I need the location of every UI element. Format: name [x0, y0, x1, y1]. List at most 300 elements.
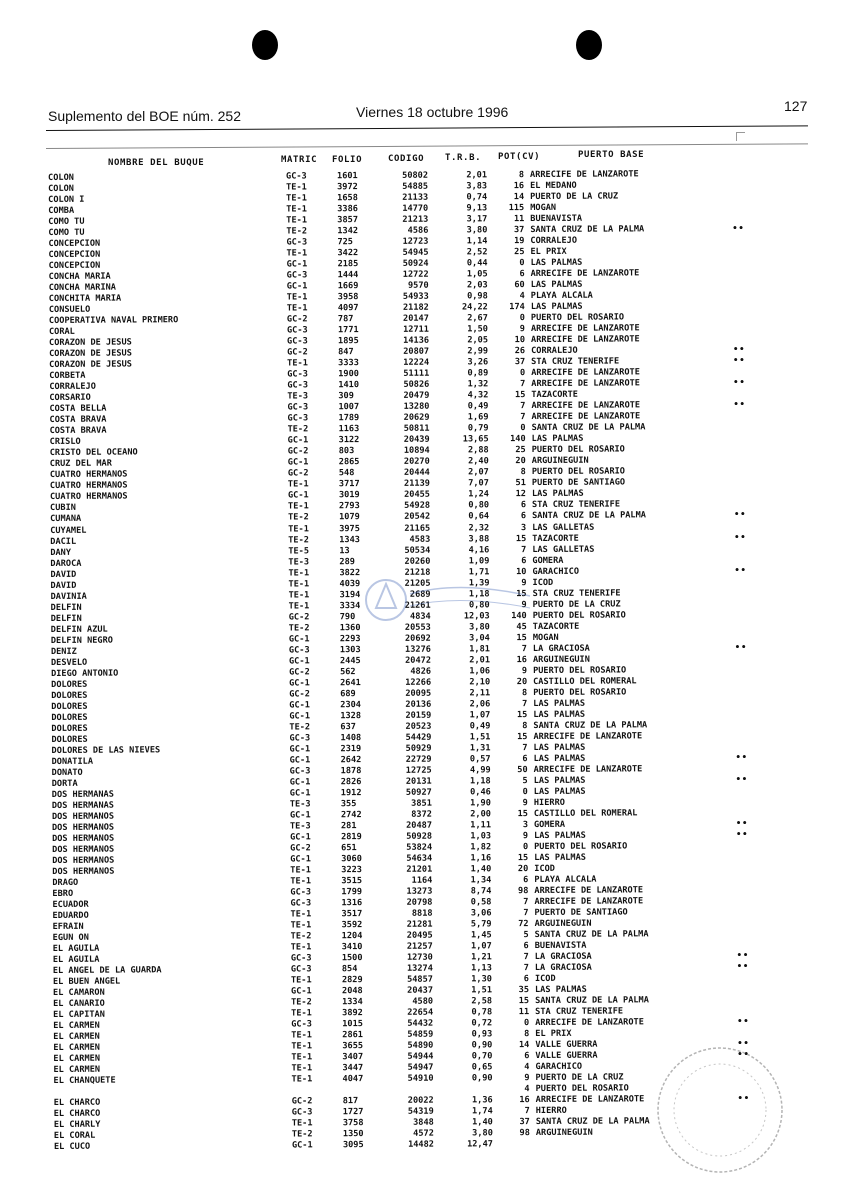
- codigo-cell: 8372: [411, 809, 432, 820]
- puerto-base-cell: ARGUINEGUIN: [535, 1128, 593, 1139]
- folio-cell: 3095: [342, 1140, 364, 1151]
- codigo-cell: 20147: [402, 313, 429, 325]
- codigo-cell: 9570: [407, 280, 429, 291]
- folio-cell: 787: [337, 314, 354, 325]
- trb-cell: 0,58: [470, 897, 492, 908]
- folio-cell: 1912: [340, 787, 362, 799]
- puerto-base-cell: LAS PALMAS: [530, 301, 583, 313]
- matric-cell: TE-1: [291, 1052, 313, 1063]
- mark-cell: ••: [736, 961, 750, 972]
- matric-cell: TE-1: [286, 182, 307, 193]
- mark-cell: ••: [735, 774, 749, 785]
- codigo-cell: 50927: [405, 787, 432, 798]
- trb-cell: 1,74: [472, 1106, 493, 1117]
- matric-cell: TE-1: [291, 1030, 313, 1041]
- pot-cell: 7: [520, 401, 526, 412]
- codigo-cell: 14482: [408, 1140, 434, 1151]
- matric-cell: TE-2: [291, 1129, 313, 1140]
- puerto-base-cell: VALLE GUERRA: [535, 1050, 598, 1062]
- puerto-base-cell: EL PRIX: [535, 1029, 572, 1040]
- puerto-base-cell: STA CRUZ TENERIFE: [532, 499, 621, 511]
- mark-cell: ••: [733, 378, 746, 389]
- codigo-cell: 20553: [404, 622, 431, 633]
- puerto-base-cell: ARRECIFE DE LANZAROTE: [531, 378, 640, 390]
- matric-cell: TE-3: [288, 556, 310, 568]
- puerto-base-cell: ICOD: [534, 863, 555, 875]
- puerto-base-cell: EL PRIX: [530, 246, 567, 258]
- vessel-name: DOS HERMANOS: [52, 833, 115, 844]
- vessel-name: CONCEPCION: [48, 238, 101, 250]
- codigo-cell: 54947: [407, 1062, 434, 1074]
- matric-cell: GC-1: [289, 810, 311, 821]
- matric-cell: TE-2: [288, 512, 309, 524]
- official-stamp: [650, 1040, 790, 1180]
- folio-cell: 2641: [340, 677, 361, 688]
- vessel-name: CRISLO: [49, 437, 81, 448]
- pot-cell: 25: [515, 445, 526, 456]
- codigo-cell: 20439: [403, 435, 430, 446]
- codigo-cell: 4826: [410, 666, 432, 677]
- trb-cell: 2,67: [467, 313, 488, 324]
- vessel-name: DELFIN: [50, 613, 82, 624]
- trb-cell: 9,13: [466, 203, 488, 214]
- vessel-name: EBRO: [52, 888, 74, 899]
- puerto-base-cell: SANTA CRUZ DE LA PALMA: [535, 1116, 650, 1128]
- pot-cell: 115: [508, 203, 525, 214]
- trb-cell: 1,71: [468, 566, 490, 577]
- mark-cell: ••: [734, 565, 747, 576]
- pot-cell: 7: [522, 742, 528, 753]
- pot-cell: 37: [513, 225, 525, 236]
- trb-cell: 1,05: [466, 269, 488, 280]
- puerto-base-cell: TAZACORTE: [532, 621, 580, 632]
- codigo-cell: 1164: [411, 875, 433, 886]
- vessel-name: DOLORES: [51, 679, 88, 690]
- pot-cell: 6: [521, 555, 527, 566]
- trb-cell: 4,16: [468, 544, 490, 555]
- vessel-name: COLON I: [48, 194, 85, 206]
- trb-cell: 3,06: [470, 908, 492, 919]
- trb-cell: 0,57: [469, 754, 491, 765]
- puerto-base-cell: ARRECIFE DE LANZAROTE: [530, 323, 640, 335]
- trb-cell: 2,99: [467, 346, 489, 357]
- matric-cell: TE-1: [290, 865, 311, 876]
- vessel-name: CORAZON DE JESUS: [49, 337, 132, 349]
- vessel-name: EL CHANQUETE: [53, 1075, 116, 1087]
- codigo-cell: 54945: [402, 247, 429, 258]
- vessel-name: CRUZ DEL MAR: [49, 459, 112, 470]
- matric-cell: GC-1: [287, 457, 309, 468]
- puerto-base-cell: ARGUINEGUIN: [534, 918, 592, 930]
- folio-cell: 2319: [340, 743, 362, 755]
- trb-cell: 3,26: [467, 357, 489, 368]
- matric-cell: GC-1: [289, 755, 311, 766]
- codigo-cell: 53824: [406, 842, 433, 853]
- trb-cell: 8,74: [470, 886, 492, 897]
- puerto-base-cell: PUERTO DEL ROSARIO: [531, 466, 626, 478]
- trb-cell: 1,06: [469, 666, 491, 677]
- matric-cell: GC-2: [287, 446, 309, 457]
- vessel-name: EL AGUILA: [52, 943, 100, 955]
- trb-cell: 7,07: [468, 478, 489, 489]
- matric-cell: TE-1: [286, 193, 307, 204]
- folio-cell: 1079: [339, 512, 360, 523]
- pot-cell: 5: [522, 775, 528, 786]
- matric-cell: TE-1: [290, 975, 312, 986]
- codigo-cell: 21218: [404, 567, 431, 578]
- matric-cell: TE-1: [288, 601, 310, 612]
- trb-cell: 0,90: [471, 1073, 493, 1084]
- pot-cell: 0: [519, 313, 525, 324]
- codigo-cell: 54859: [407, 1029, 434, 1041]
- folio-cell: 1408: [340, 732, 362, 744]
- codigo-cell: 21281: [406, 919, 433, 930]
- codigo-cell: 10894: [403, 446, 430, 457]
- vessel-name: CONCHA MARIA: [48, 271, 111, 283]
- codigo-cell: 20495: [406, 930, 433, 941]
- vessel-name: DANY: [50, 547, 72, 558]
- codigo-cell: 51111: [403, 368, 430, 380]
- folio-cell: 1360: [339, 622, 361, 633]
- trb-cell: 0,65: [471, 1062, 493, 1073]
- trb-cell: 0,89: [467, 368, 489, 379]
- matric-cell: GC-2: [289, 667, 310, 678]
- puerto-base-cell: SANTA CRUZ DE LA PALMA: [533, 720, 648, 731]
- puerto-base-cell: EL MEDANO: [530, 180, 577, 192]
- matric-cell: TE-1: [286, 248, 308, 259]
- codigo-cell: 54429: [405, 732, 432, 743]
- pot-cell: 50: [517, 764, 528, 775]
- puerto-base-cell: VALLE GUERRA: [535, 1039, 598, 1051]
- puerto-base-cell: GOMERA: [532, 555, 564, 566]
- folio-cell: 4039: [339, 578, 361, 589]
- vessel-name: DOS HERMANAS: [51, 800, 114, 811]
- matric-cell: GC-1: [289, 777, 311, 788]
- codigo-cell: 13273: [406, 886, 433, 897]
- puerto-base-cell: GARACHICO: [532, 566, 580, 577]
- codigo-cell: 20487: [406, 820, 433, 831]
- folio-cell: 2861: [342, 1030, 364, 1041]
- matric-cell: GC-1: [286, 259, 308, 270]
- matric-cell: GC-1: [290, 986, 312, 997]
- puerto-base-cell: PUERTO DE SANTIAGO: [534, 907, 628, 919]
- pot-cell: 16: [516, 654, 528, 665]
- trb-cell: 4,32: [467, 390, 489, 401]
- pot-cell: 35: [518, 985, 530, 996]
- pot-cell: 0: [523, 1018, 530, 1029]
- puerto-base-cell: HIERRO: [533, 797, 565, 808]
- trb-cell: 1,39: [468, 577, 490, 589]
- codigo-cell: 4580: [412, 996, 434, 1007]
- folio-cell: 3958: [337, 292, 359, 303]
- puerto-base-cell: LA GRACIOSA: [534, 951, 592, 963]
- folio-cell: 1328: [340, 710, 362, 721]
- trb-cell: 2,03: [466, 280, 488, 291]
- pot-cell: 9: [524, 1073, 530, 1084]
- trb-cell: 1,51: [471, 985, 493, 996]
- folio-cell: 3407: [342, 1052, 364, 1063]
- pot-cell: 8: [518, 170, 525, 181]
- matric-cell: GC-3: [291, 1019, 312, 1030]
- vessel-name: EL CAPITAN: [53, 1009, 105, 1021]
- trb-cell: 1,30: [471, 974, 492, 985]
- vessel-name: EL CAMARON: [52, 987, 105, 999]
- pot-cell: 15: [514, 390, 526, 401]
- matric-cell: TE-1: [290, 909, 312, 920]
- vessel-name: DELFIN AZUL: [50, 624, 108, 635]
- matric-cell: GC-1: [288, 634, 310, 645]
- mark-cell: ••: [735, 752, 748, 763]
- vessel-name: DELFIN NEGRO: [50, 635, 113, 646]
- vessel-name: CONSUELO: [48, 304, 91, 316]
- vessel-name: DOS HERMANOS: [51, 811, 115, 822]
- trb-cell: 13,65: [462, 434, 489, 445]
- matric-cell: GC-2: [289, 689, 310, 700]
- trb-cell: 12,47: [467, 1139, 493, 1150]
- codigo-cell: 14770: [402, 203, 429, 214]
- puerto-base-cell: SANTA CRUZ DE LA PALMA: [534, 929, 649, 941]
- codigo-cell: 13280: [403, 401, 430, 413]
- pot-cell: 7: [521, 643, 527, 654]
- folio-cell: 3194: [339, 589, 361, 600]
- pot-cell: 9: [521, 665, 528, 676]
- vessel-name: CONCEPCION: [48, 260, 101, 272]
- matric-cell: GC-3: [290, 887, 312, 898]
- vessel-name: CONCHITA MARIA: [48, 293, 122, 305]
- matric-cell: GC-3: [287, 380, 309, 391]
- puerto-base-cell: LAS PALMAS: [533, 698, 586, 709]
- trb-cell: 2,11: [469, 688, 491, 699]
- trb-cell: 1,16: [470, 853, 492, 864]
- matric-cell: GC-3: [288, 645, 310, 656]
- folio-cell: 803: [338, 446, 355, 457]
- trb-cell: 0,46: [470, 787, 491, 798]
- trb-cell: 1,21: [471, 952, 492, 963]
- trb-cell: 1,13: [471, 963, 492, 974]
- codigo-cell: 13274: [406, 963, 433, 974]
- pot-cell: 5: [523, 930, 529, 941]
- column-header-matric: MATRIC: [281, 155, 318, 165]
- matric-cell: GC-2: [288, 612, 310, 623]
- pot-cell: 16: [513, 181, 525, 192]
- pot-cell: 7: [523, 963, 529, 974]
- matric-cell: GC-3: [285, 171, 307, 182]
- matric-cell: GC-1: [289, 744, 311, 755]
- puerto-base-cell: SANTA CRUZ DE LA PALMA: [535, 995, 649, 1007]
- vessel-name: DOS HERMANOS: [51, 822, 115, 833]
- codigo-cell: 50924: [402, 258, 429, 269]
- matric-cell: GC-1: [291, 1140, 313, 1151]
- pot-cell: 6: [524, 1051, 530, 1062]
- trb-cell: 12,03: [463, 610, 490, 622]
- trb-cell: 2,10: [469, 677, 491, 688]
- pot-cell: 12: [515, 489, 527, 500]
- pot-cell: 9: [522, 831, 529, 842]
- vessel-name: CRISTO DEL OCEANO: [49, 447, 138, 459]
- folio-cell: 1895: [338, 336, 359, 347]
- mark-cell: ••: [737, 1038, 750, 1050]
- vessel-name: EL CHARCO: [53, 1109, 101, 1120]
- folio-cell: 2819: [341, 832, 362, 843]
- codigo-cell: 54857: [407, 974, 433, 985]
- codigo-cell: 4834: [409, 611, 431, 622]
- mark-cell: ••: [737, 1016, 750, 1027]
- codigo-cell: 20136: [405, 699, 432, 710]
- matric-cell: GC-1: [289, 678, 310, 689]
- puerto-base-cell: PUERTO DEL ROSARIO: [531, 444, 625, 456]
- puerto-base-cell: LAS PALMAS: [533, 709, 586, 720]
- trb-cell: 2,01: [466, 170, 488, 181]
- matric-cell: TE-1: [291, 1008, 312, 1019]
- matric-cell: GC-1: [290, 832, 311, 843]
- vessel-name: DAVID: [50, 580, 77, 591]
- codigo-cell: 50826: [403, 379, 430, 391]
- codigo-cell: 21257: [406, 941, 433, 952]
- folio-cell: 289: [339, 556, 355, 567]
- matric-cell: TE-3: [289, 799, 311, 810]
- pot-cell: 9: [521, 599, 527, 610]
- puerto-base-cell: PUERTO DEL ROSARIO: [534, 841, 628, 852]
- trb-cell: 1,40: [472, 1117, 493, 1128]
- trb-cell: 3,04: [469, 632, 490, 644]
- codigo-cell: 20472: [405, 655, 432, 666]
- trb-cell: 1,07: [469, 710, 491, 721]
- pot-cell: 0: [522, 842, 529, 853]
- trb-cell: 3,80: [466, 225, 488, 236]
- matric-cell: TE-2: [291, 997, 312, 1008]
- matric-cell: TE-1: [288, 589, 310, 601]
- folio-cell: 281: [340, 821, 357, 832]
- puerto-base-cell: STA CRUZ TENERIFE: [532, 588, 621, 599]
- mark-cell: ••: [733, 344, 746, 356]
- folio-cell: 2445: [339, 655, 361, 666]
- puerto-base-cell: LAS PALMAS: [531, 434, 584, 445]
- matric-cell: GC-2: [287, 468, 309, 479]
- vessel-name: COOPERATIVA NAVAL PRIMERO: [48, 315, 179, 327]
- trb-cell: 2,32: [468, 522, 490, 533]
- vessel-name: DOLORES: [51, 690, 88, 701]
- folio-cell: 3334: [339, 600, 361, 611]
- trb-cell: 0,90: [471, 1040, 493, 1051]
- codigo-cell: 20260: [404, 556, 431, 567]
- folio-cell: 3422: [337, 248, 359, 259]
- folio-cell: 3517: [341, 909, 363, 920]
- vessel-name: CUMANA: [50, 514, 82, 525]
- vessel-name: EL AGUILA: [52, 954, 100, 966]
- puerto-base-cell: ARRECIFE DE LANZAROTE: [533, 731, 643, 742]
- matric-cell: GC-1: [288, 656, 310, 667]
- vessel-name: CORAZON DE JESUS: [49, 348, 132, 360]
- puerto-base-cell: ARRECIFE DE LANZAROTE: [531, 400, 641, 412]
- trb-cell: 1,11: [470, 820, 492, 831]
- mark-cell: ••: [737, 1049, 750, 1061]
- trb-cell: 1,18: [468, 588, 490, 600]
- vessel-name: EL CHARLY: [53, 1120, 101, 1131]
- vessel-name: CONCEPCION: [48, 249, 101, 261]
- codigo-cell: 12266: [405, 677, 432, 688]
- codigo-cell: 54933: [402, 291, 429, 302]
- column-header-folio: FOLIO: [332, 155, 363, 165]
- mark-cell: ••: [735, 818, 749, 829]
- vessel-name: DOS HERMANAS: [51, 789, 114, 800]
- puerto-base-cell: PLAYA ALCALA: [530, 290, 593, 302]
- codigo-cell: 21213: [402, 214, 429, 225]
- folio-cell: 2793: [339, 501, 360, 512]
- folio-cell: 548: [338, 468, 355, 479]
- codigo-cell: 14136: [403, 335, 430, 347]
- codigo-cell: 12722: [402, 269, 429, 280]
- puerto-base-cell: CORRALEJO: [531, 346, 578, 357]
- puerto-base-cell: ARRECIFE DE LANZAROTE: [529, 169, 639, 181]
- folio-cell: 1500: [341, 953, 363, 964]
- vessel-name: EL CORAL: [53, 1131, 96, 1142]
- trb-cell: 3,17: [466, 214, 488, 225]
- vessel-name: DENIZ: [50, 646, 77, 657]
- matric-cell: TE-1: [288, 578, 310, 590]
- pot-cell: 19: [514, 236, 525, 247]
- puerto-base-cell: PUERTO DE LA CRUZ: [535, 1072, 624, 1084]
- folio-cell: 3717: [338, 479, 360, 490]
- puerto-base-cell: LA GRACIOSA: [534, 962, 592, 974]
- vessel-name: CUYAMEL: [50, 525, 87, 536]
- codigo-cell: 4583: [409, 534, 431, 545]
- codigo-cell: 20095: [405, 688, 432, 699]
- folio-cell: 3655: [342, 1041, 364, 1052]
- puerto-base-cell: ARRECIFE DE LANZAROTE: [534, 896, 644, 908]
- vessel-name: COMO TU: [48, 227, 85, 239]
- trb-cell: 1,36: [471, 1095, 493, 1106]
- matric-cell: GC-2: [287, 347, 308, 358]
- vessel-name: DAVID: [50, 569, 77, 580]
- trb-cell: 1,45: [470, 930, 492, 941]
- matric-cell: GC-3: [287, 369, 308, 380]
- matric-cell: TE-1: [286, 292, 308, 303]
- matric-cell: GC-1: [287, 435, 309, 446]
- pot-cell: 4: [519, 291, 525, 302]
- matric-cell: TE-1: [288, 523, 309, 535]
- trb-cell: 2,05: [467, 335, 489, 346]
- folio-cell: 3333: [338, 358, 359, 369]
- folio-cell: 3386: [337, 204, 358, 215]
- pot-cell: 7: [522, 698, 528, 709]
- folio-cell: 1334: [342, 997, 363, 1008]
- pot-cell: 72: [518, 919, 529, 930]
- pot-cell: 14: [518, 1040, 530, 1051]
- trb-cell: 0,49: [469, 721, 491, 732]
- pot-cell: 6: [519, 269, 525, 280]
- matric-cell: GC-3: [291, 1107, 313, 1118]
- matric-cell: TE-3: [289, 821, 311, 832]
- mark-cell: ••: [734, 510, 747, 521]
- folio-cell: 1015: [342, 1019, 363, 1030]
- vessel-name: CORBETA: [49, 371, 86, 382]
- puerto-base-cell: PLAYA ALCALA: [534, 874, 597, 886]
- vessel-name: DOLORES: [51, 734, 88, 745]
- pot-cell: 0: [520, 423, 526, 434]
- folio-cell: 3758: [342, 1118, 364, 1129]
- matric-cell: GC-3: [287, 402, 309, 413]
- puerto-base-cell: ARRECIFE DE LANZAROTE: [535, 1017, 644, 1029]
- trb-cell: 1,82: [470, 842, 492, 853]
- codigo-cell: 21165: [404, 523, 431, 534]
- trb-cell: 1,69: [467, 412, 489, 423]
- trb-cell: 2,88: [467, 445, 489, 456]
- pot-cell: 7: [523, 897, 529, 908]
- codigo-cell: 20798: [406, 897, 433, 908]
- codigo-cell: 2689: [409, 589, 431, 600]
- pot-cell: 20: [515, 456, 526, 467]
- puerto-base-cell: PUERTO DE LA CRUZ: [532, 599, 621, 610]
